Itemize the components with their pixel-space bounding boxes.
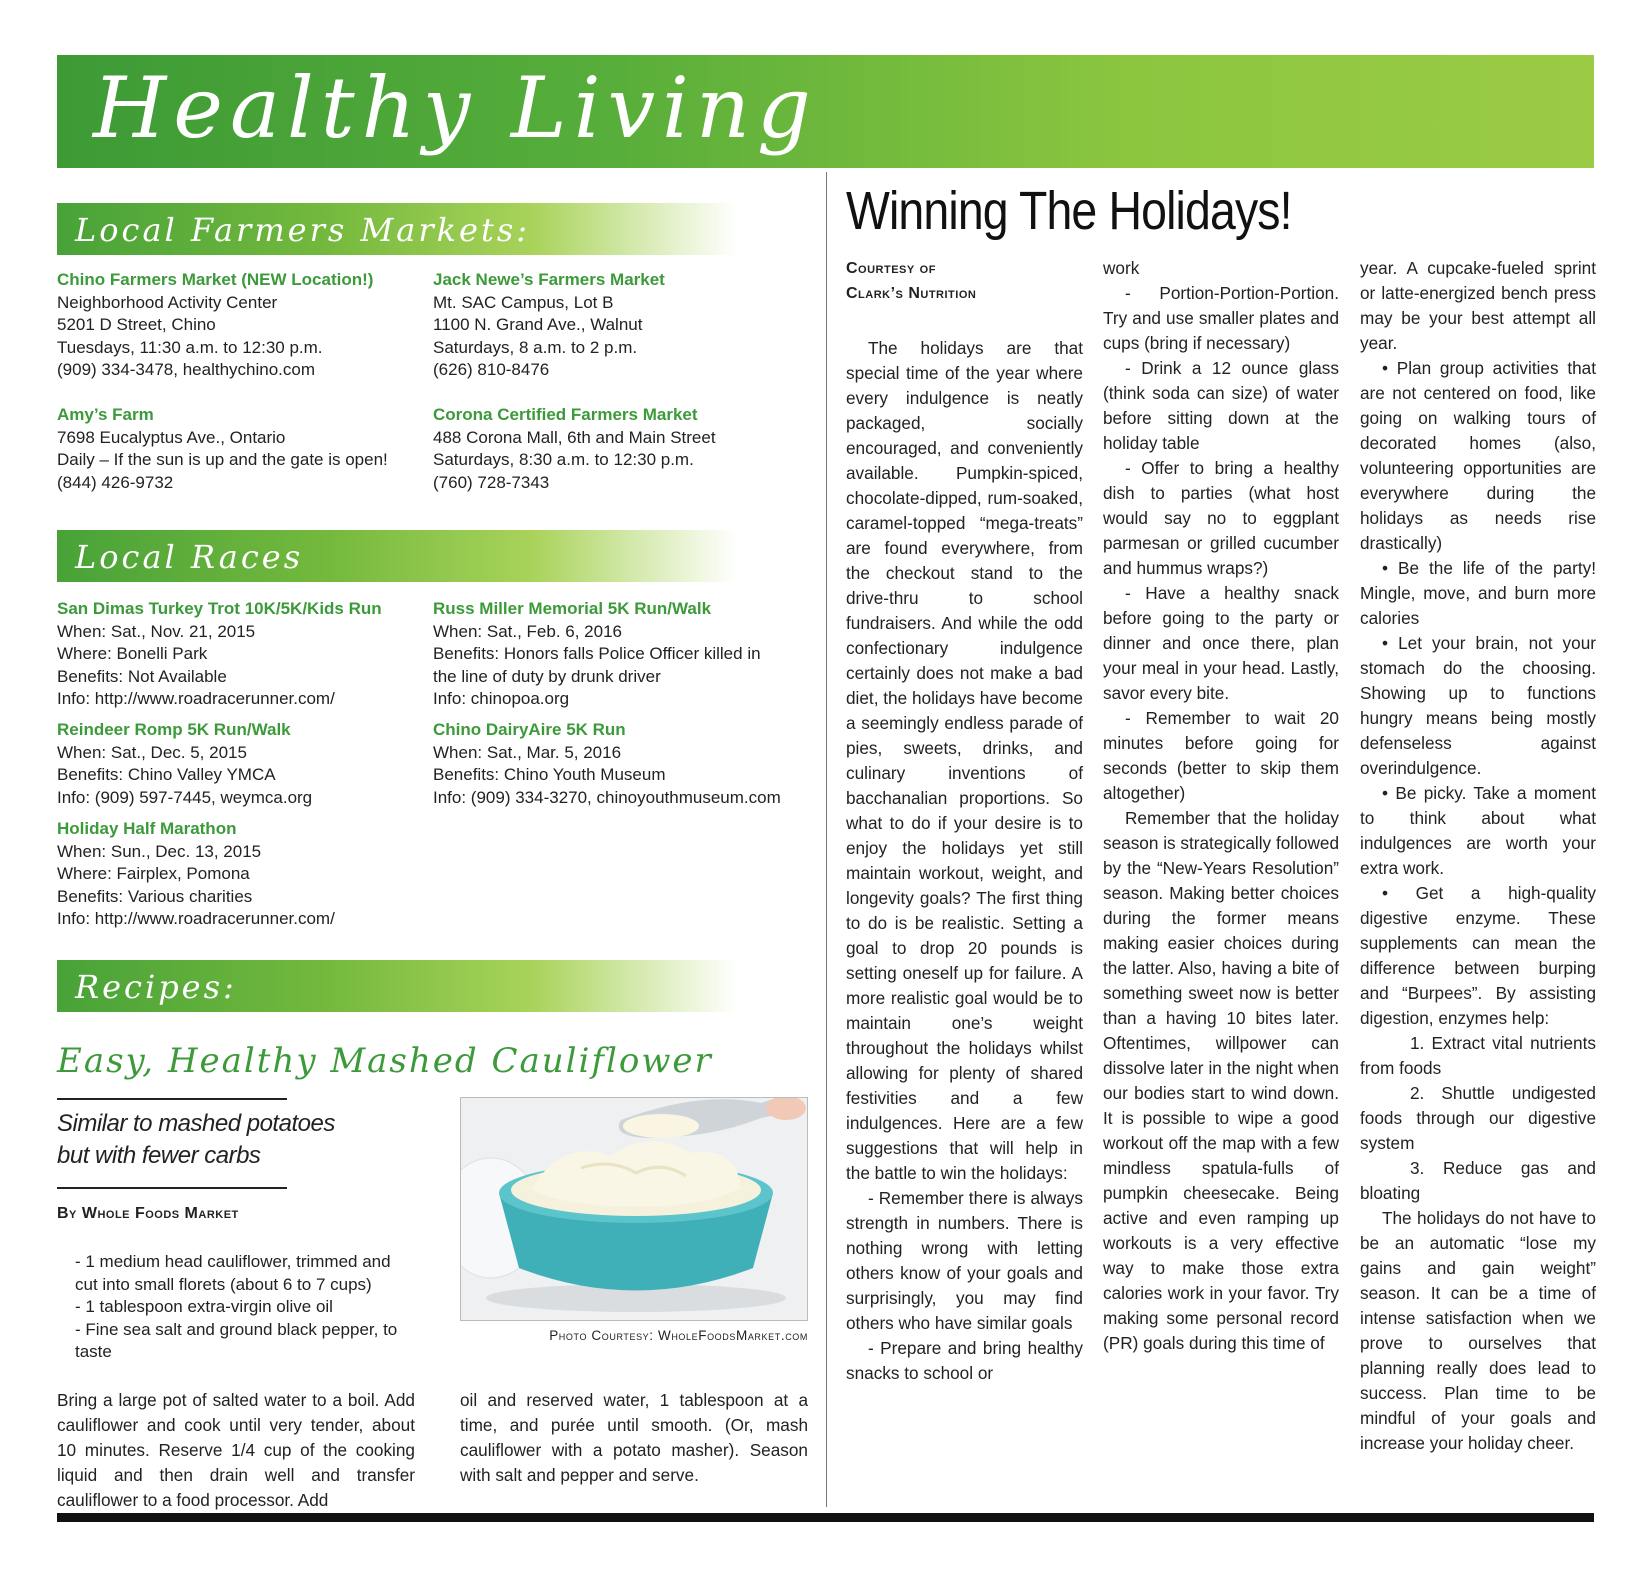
local-races-heading-text: Local Races xyxy=(75,538,304,576)
market-line: 488 Corona Mall, 6th and Main Street xyxy=(433,427,716,447)
race-chino-dairyaire xyxy=(433,719,781,809)
market-line: Tuesdays, 11:30 a.m. to 12:30 p.m. xyxy=(57,337,323,357)
article-paragraph: • Let your brain, not your stomach do the choosing. Showing up to functions hungry means being mostly defenseless against overindulgence. xyxy=(1360,633,1596,778)
market-line: 7698 Eucalyptus Ave., Ontario xyxy=(57,427,286,447)
recipe-method-part2 xyxy=(460,1388,808,1488)
article-paragraph: - Have a healthy snack before going to the party or dinner and once there, plan your meal in your head. Lastly, savor every bite. xyxy=(1103,583,1339,703)
article-paragraph: - Offer to bring a healthy dish to parties (what host would say no to eggplant parmesan or grilled cucumber and hummus wraps?) xyxy=(1103,458,1339,578)
market-amys-farm xyxy=(57,404,388,494)
market-line: 5201 D Street, Chino xyxy=(57,315,216,334)
market-line: (760) 728-7343 xyxy=(433,472,550,492)
recipe-method-part1 xyxy=(57,1388,415,1513)
article-column-2 xyxy=(1103,256,1339,1356)
recipe-subtitle-line: but with fewer carbs xyxy=(57,1142,261,1169)
article-paragraph: • Plan group activities that are not centered on food, like going on walking tours of decorated homes (also, volunteering opportunities are everywhere during the holidays as needs rise drastically) xyxy=(1360,358,1596,553)
recipe-subtitle-line: Similar to mashed potatoes xyxy=(57,1110,335,1137)
race-reindeer-romp xyxy=(57,719,312,809)
recipes-heading xyxy=(57,960,737,1012)
article-paragraph: • Get a high-quality digestive enzyme. These supplements can mean the difference between burping and “Burpees”. By assisting digestion, enzymes help: xyxy=(1360,883,1596,1028)
race-line: the line of duty by drunk driver xyxy=(433,666,661,686)
article-courtesy: Courtesy of xyxy=(846,260,936,277)
market-line: Saturdays, 8 a.m. to 2 p.m. xyxy=(433,337,638,357)
ingredient-item: - 1 medium head cauliflower, trimmed and cut into small florets (about 6 to 7 cups) xyxy=(75,1252,391,1294)
race-line: Info: (909) 597-7445, weymca.org xyxy=(57,787,313,807)
race-san-dimas xyxy=(57,598,382,711)
race-line: Info: http://www.roadracerunner.com/ xyxy=(57,909,335,928)
article-paragraph: - Remember to wait 20 minutes before going for seconds (better to skip them altogether) xyxy=(1103,708,1339,803)
market-name: Corona Certified Farmers Market xyxy=(433,405,698,424)
article-list-step: 1. Extract vital nutrients from foods xyxy=(1360,1033,1596,1078)
recipe-byline: By Whole Foods Market xyxy=(57,1205,239,1222)
race-line: When: Sat., Mar. 5, 2016 xyxy=(433,742,622,762)
recipe-title-rule xyxy=(57,1098,287,1100)
article-list-step: 2. Shuttle undigested foods through our digestive system xyxy=(1360,1083,1596,1153)
race-holiday-half-marathon xyxy=(57,818,335,931)
article-paragraph: - Portion-Portion-Portion. Try and use smaller plates and cups (bring if necessary) xyxy=(1103,283,1339,353)
page-banner xyxy=(57,55,1594,168)
banner-title: Healthy Living xyxy=(93,59,818,157)
recipe-method-text: oil and reserved water, 1 tablespoon at a time, and purée until smooth. (Or, mash cauliflower with a potato masher). Season with salt and pepper and serve. xyxy=(460,1390,808,1485)
race-name: Russ Miller Memorial 5K Run/Walk xyxy=(433,599,712,618)
farmers-markets-heading xyxy=(57,203,737,255)
article-paragraph: - Prepare and bring healthy snacks to school or xyxy=(846,1338,1083,1383)
article-paragraph: work xyxy=(1103,258,1140,278)
race-line: Benefits: Chino Youth Museum xyxy=(433,765,666,784)
race-line: Benefits: Various charities xyxy=(57,886,253,906)
market-line: (626) 810-8476 xyxy=(433,360,550,379)
article-paragraph: - Drink a 12 ounce glass (think soda can size) of water before sitting down at the holiday table xyxy=(1103,358,1339,453)
recipes-heading-text: Recipes: xyxy=(75,968,237,1006)
market-line: Saturdays, 8:30 a.m. to 12:30 p.m. xyxy=(433,450,694,469)
article-title: Winning The Holidays! xyxy=(846,181,1292,241)
article-paragraph: year. A cupcake-fueled sprint or latte-energized bench press may be your best attempt all year. xyxy=(1360,258,1596,353)
race-line: Info: http://www.roadracerunner.com/ xyxy=(57,689,335,708)
market-line: Daily – If the sun is up and the gate is open! xyxy=(57,450,388,469)
column-divider xyxy=(826,172,827,1507)
market-chino xyxy=(57,269,373,382)
article-paragraph: Remember that the holiday season is strategically followed by the “New-Years Resolution” season. Making better choices during the former means making easier choices during the latter. Also, having a bite of something sweet now is better than a having 10 bites later. Oftentimes, willpower can dissolve later in the night when our bodies start to wind down. It is possible to wipe a good workout off the map with a few mindless spatula-fulls of pumpkin cheesecake. Being active and even ramping up workouts is a very effective way to make those extra calories work in your favor. Try making some personal record (PR) goals during this time of xyxy=(1103,808,1339,1353)
market-name: Chino Farmers Market (NEW Location!) xyxy=(57,270,374,289)
local-races-heading xyxy=(57,530,737,582)
race-line: Where: Fairplex, Pomona xyxy=(57,864,250,883)
article-list-step: 3. Reduce gas and bloating xyxy=(1360,1158,1596,1203)
cauliflower-photo xyxy=(460,1097,808,1321)
race-line: When: Sun., Dec. 13, 2015 xyxy=(57,841,262,861)
race-line: When: Sat., Feb. 6, 2016 xyxy=(433,621,623,641)
market-line: (909) 334-3478, healthychino.com xyxy=(57,360,315,379)
race-name: Holiday Half Marathon xyxy=(57,819,237,838)
market-line: Neighborhood Activity Center xyxy=(57,292,278,312)
race-russ-miller xyxy=(433,598,761,711)
photo-caption: Photo Courtesy: WholeFoodsMarket.com xyxy=(549,1328,808,1343)
race-line: When: Sat., Nov. 21, 2015 xyxy=(57,621,256,641)
article-paragraph: • Be picky. Take a moment to think about what indulgences are worth your extra work. xyxy=(1360,783,1596,878)
race-name: Chino DairyAire 5K Run xyxy=(433,720,626,739)
recipe-title: Easy, Healthy Mashed Cauliflower xyxy=(57,1041,713,1081)
market-name: Jack Newe’s Farmers Market xyxy=(433,270,665,289)
market-line: Mt. SAC Campus, Lot B xyxy=(433,292,614,312)
article-paragraph: - Remember there is always strength in numbers. There is nothing wrong with letting others know of your goals and surprisingly, you may find others who have similar goals xyxy=(846,1188,1083,1333)
market-name: Amy’s Farm xyxy=(57,405,154,424)
market-corona xyxy=(433,404,716,494)
market-line: 1100 N. Grand Ave., Walnut xyxy=(433,315,643,334)
race-name: Reindeer Romp 5K Run/Walk xyxy=(57,720,291,739)
market-line: (844) 426-9732 xyxy=(57,472,174,492)
article-paragraph: The holidays do not have to be an automatic “lose my gains and gain weight” season. It can be a time of intense satisfaction when we prove to ourselves that planning really does lead to success. Plan time to be mindful of your goals and increase your holiday cheer. xyxy=(1360,1208,1596,1453)
recipe-subtitle xyxy=(57,1108,335,1172)
race-line: Benefits: Honors falls Police Officer killed in xyxy=(433,644,761,663)
farmers-markets-heading-text: Local Farmers Markets: xyxy=(75,211,531,249)
article-paragraph: • Be the life of the party! Mingle, move, and burn more calories xyxy=(1360,558,1596,628)
race-line: Benefits: Not Available xyxy=(57,666,227,686)
article-column-3 xyxy=(1360,256,1596,1456)
article-courtesy: Clark’s Nutrition xyxy=(846,285,977,302)
race-line: Benefits: Chino Valley YMCA xyxy=(57,765,276,784)
recipe-method-text: Bring a large pot of salted water to a boil. Add cauliflower and cook until very tender, about 10 minutes. Reserve 1/4 cup of the cooking liquid and then drain well and transfer cauliflower to a food processor. Add xyxy=(57,1390,415,1510)
race-line: When: Sat., Dec. 5, 2015 xyxy=(57,742,247,762)
market-jack-newe xyxy=(433,269,665,382)
race-line: Where: Bonelli Park xyxy=(57,644,208,663)
bottom-rule xyxy=(57,1513,1594,1522)
race-line: Info: chinopoa.org xyxy=(433,689,570,708)
ingredient-list xyxy=(75,1251,415,1364)
race-name: San Dimas Turkey Trot 10K/5K/Kids Run xyxy=(57,599,382,618)
race-line: Info: (909) 334-3270, chinoyouthmuseum.com xyxy=(433,787,781,807)
mashed-cauliflower-bowl-illustration xyxy=(461,1098,807,1320)
recipe-subtitle-rule xyxy=(57,1187,287,1189)
article-column-1 xyxy=(846,256,1083,1386)
article-paragraph: The holidays are that special time of the year where every indulgence is neatly packaged, socially encouraged, and conveniently available. Pumpkin-spiced, chocolate-dipped, rum-soaked, caramel-topped “mega-treats” are found everywhere, from the checkout stand to the drive-thru to school fundraisers. And while the odd confectionary indulgence certainly does not make a bad diet, the holidays have become a seemingly endless parade of pies, sweets, drinks, and culinary inventions of bacchanalian proportions. So what to do if your desire is to enjoy the holidays yet still maintain workout, weight, and longevity goals? The first thing to do is be realistic. Setting a goal to drop 20 pounds is setting oneself up for failure. A more realistic goal would be to maintain one’s weight throughout the holidays whilst allowing for plenty of shared festivities and a few indulgences. Here are a few suggestions that will help in the battle to win the holidays: xyxy=(846,338,1083,1183)
ingredient-item: - 1 tablespoon extra-virgin olive oil xyxy=(75,1297,333,1316)
ingredient-item: - Fine sea salt and ground black pepper, to taste xyxy=(75,1319,398,1361)
